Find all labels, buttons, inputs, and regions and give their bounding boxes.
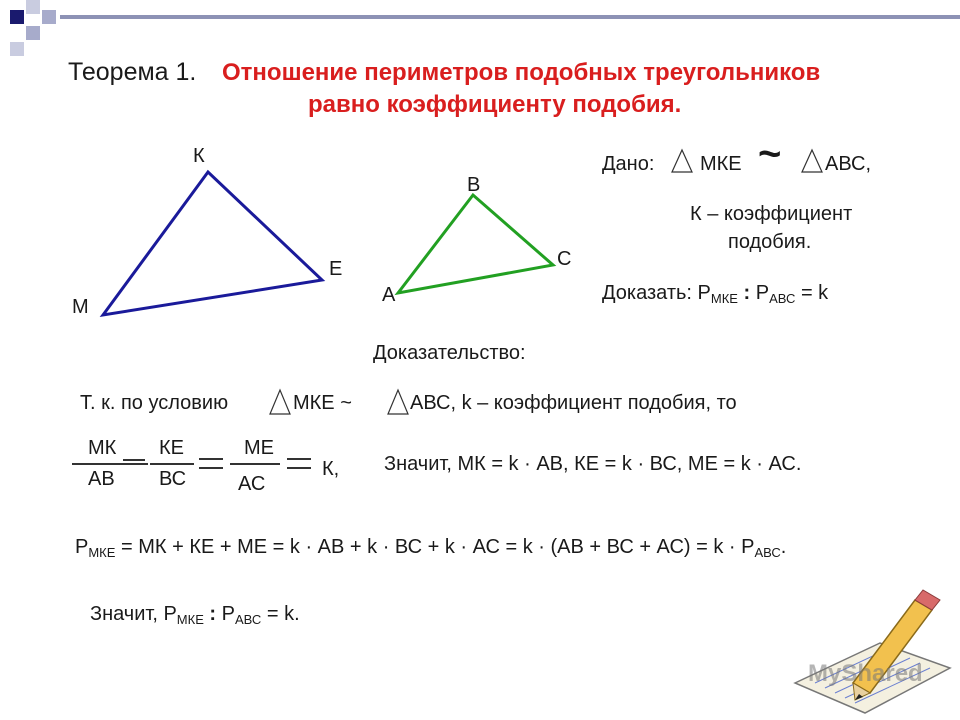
triangle-mke: [103, 172, 322, 315]
prove-statement: Доказать: $Р_{МКЕ}$ : $Р_{АВС} = k$: [602, 282, 829, 306]
equals-bottom: [199, 467, 223, 469]
theorem-label: Теорема 1.: [68, 58, 197, 86]
triangle-symbol-icon: [386, 388, 410, 416]
therefore-line1: Значит, МК = k · АВ, КЕ = k · ВС, МЕ = k · АС.: [384, 453, 802, 475]
triangle-abc: [398, 195, 553, 293]
vertex-c: С: [557, 248, 572, 270]
proof-line1-b: МКЕ ~: [293, 392, 352, 414]
theorem-title-line1: Отношение периметров подобных треугольников: [222, 59, 821, 86]
vertex-k: К: [193, 145, 205, 167]
vertex-e: Е: [329, 258, 343, 280]
corner-decoration: [0, 0, 60, 60]
conclusion: Значит, $Р_{МКЕ}$ : $Р_{АВС} = k$.: [90, 603, 300, 627]
watermark: MyShared: [808, 660, 923, 687]
frac-num-ke: КЕ: [159, 437, 184, 459]
proof-line1-c: АВС, k – коэффициент подобия, то: [410, 392, 737, 414]
frac-num-me: МЕ: [244, 437, 274, 459]
similar-sign: ~: [758, 132, 782, 176]
vertex-b: В: [467, 174, 481, 196]
given-t2: АВС,: [825, 153, 872, 175]
given-coef-line1: К – коэффициент: [690, 203, 853, 225]
frac-den-ac: АС: [238, 473, 266, 495]
triangle-symbol-icon: [800, 148, 824, 174]
equals-bottom: [287, 467, 311, 469]
vertex-a: А: [382, 284, 396, 306]
frac-bar: [72, 463, 148, 465]
given-coef-line2: подобия.: [728, 231, 812, 253]
frac-bar: [230, 463, 280, 465]
frac-den-bc: ВС: [159, 468, 187, 490]
header-rule: [60, 15, 960, 19]
given-t1: МКЕ: [700, 153, 742, 175]
frac-num-mk: МК: [88, 437, 117, 459]
frac-k: К,: [322, 458, 340, 480]
given-prefix: Дано:: [602, 153, 655, 175]
equals-top: [199, 458, 223, 460]
theorem-title-line2: равно коэффициенту подобия.: [308, 91, 682, 118]
triangle-symbol-icon: [268, 388, 292, 416]
vertex-m: М: [72, 296, 89, 318]
frac-den-ab: АВ: [88, 468, 115, 490]
equals-top: [287, 458, 311, 460]
pencil-notebook-icon: [785, 588, 955, 718]
perimeter-equation: $Р_{МКЕ}$ = МК + КЕ + МЕ = k · АВ + k · ВС + k · АС = k · (АВ + ВС + $АС) = k \cdot Р_{АВС}$.: [75, 536, 787, 560]
frac-bar: [150, 463, 194, 465]
equals-top: [123, 459, 145, 461]
triangle-symbol-icon: [670, 148, 694, 174]
proof-line1-a: Т. к. по условию: [80, 392, 229, 414]
proof-heading: Доказательство:: [373, 342, 526, 364]
